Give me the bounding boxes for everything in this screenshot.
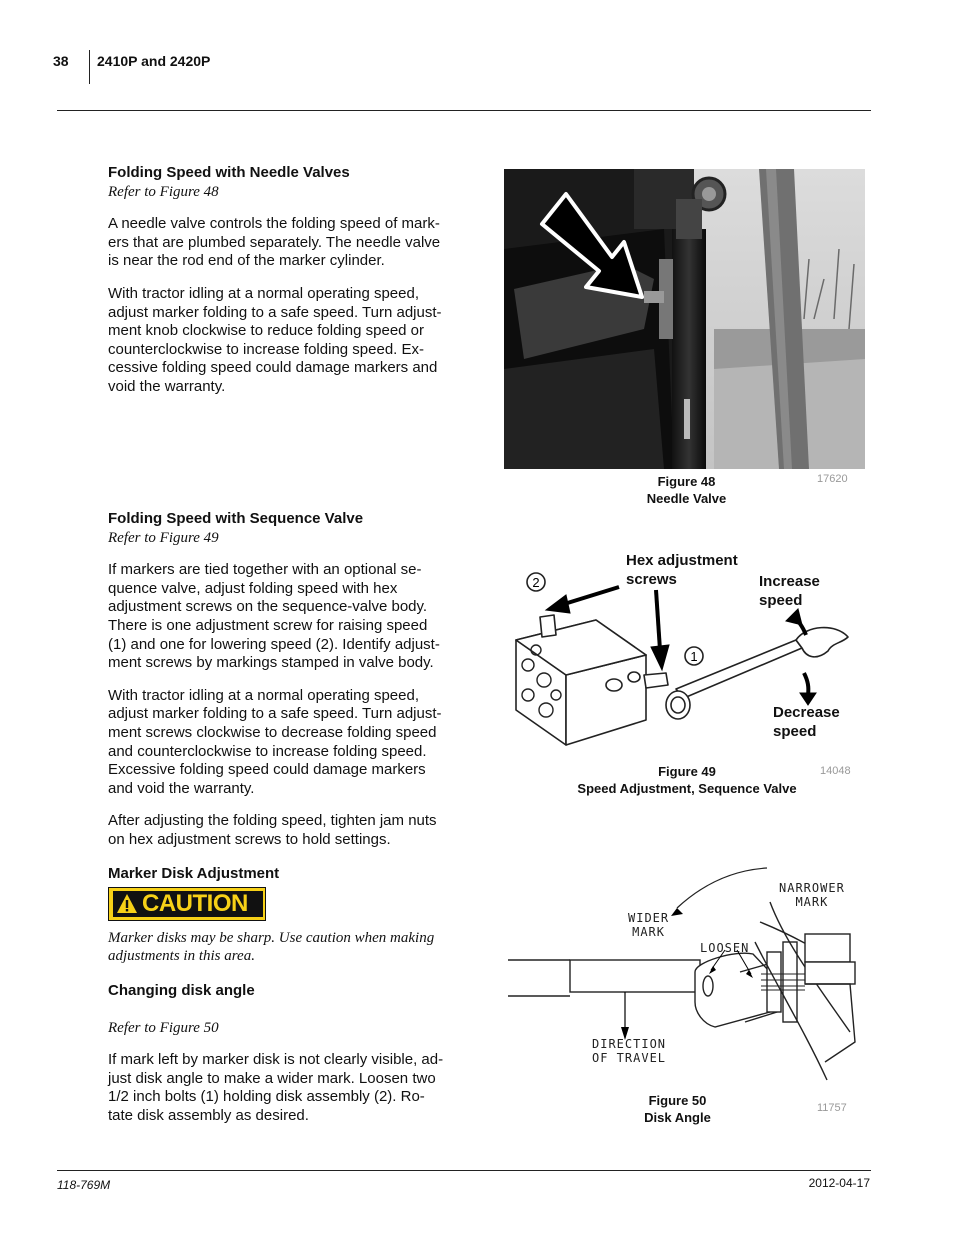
figure-number: Figure 49 xyxy=(658,764,716,779)
warning-triangle-icon xyxy=(116,893,138,915)
document-number: 118-769M xyxy=(57,1178,111,1192)
loosen-label: LOOSEN xyxy=(700,941,750,955)
paragraph: A needle valve controls the folding speed of mark-ers that are plumbed separately. The needle valve is near the rod end of the marker cylinder. xyxy=(108,215,441,270)
label-line: Decrease xyxy=(773,704,840,721)
figure-title: Needle Valve xyxy=(646,491,727,506)
figure-48-caption xyxy=(604,473,769,507)
label-line: OF TRAVEL xyxy=(592,1051,667,1065)
narrower-mark-label xyxy=(779,881,845,909)
document-date: 2012-04-17 xyxy=(808,1176,870,1190)
paragraph: After adjusting the folding speed, tighten jam nuts on hex adjustment screws to hold settings. xyxy=(108,812,437,848)
label-line: speed xyxy=(759,592,803,609)
section-heading: Folding Speed with Needle Valves xyxy=(108,164,350,181)
needle-valve-photo xyxy=(504,169,865,469)
section-marker-disk-heading xyxy=(108,865,448,884)
label-line: screws xyxy=(626,571,677,588)
figure-reference: Refer to Figure 50 xyxy=(108,1019,219,1036)
figure-reference: Refer to Figure 49 xyxy=(108,529,219,546)
increase-speed-label xyxy=(759,572,820,610)
figure-id: 14048 xyxy=(820,765,851,777)
label-line: DIRECTION xyxy=(592,1037,667,1051)
figure-reference: Refer to Figure 48 xyxy=(108,183,219,200)
paragraph: If mark left by marker disk is not clearly visible, ad-just disk angle to make a wider mark. Loosen two 1/2 inch bolts (1) holding disk assembly (2). Ro-tate disk assembly as desired. xyxy=(108,1051,444,1124)
figure-number: Figure 48 xyxy=(657,474,716,489)
header-divider xyxy=(89,50,90,84)
caution-word: CAUTION xyxy=(142,890,248,917)
paragraph: With tractor idling at a normal operating speed, adjust marker folding to a safe speed. Turn adjust-ment screws clockwise to decrease folding speed and counterclockwise to increase folding speed. Excessive folding speed could damage markers and void the warranty. xyxy=(108,686,442,797)
label-line: NARROWER xyxy=(779,881,845,895)
decrease-speed-label xyxy=(773,703,840,741)
paragraph: With tractor idling at a normal operating speed, adjust marker folding to a safe speed. Turn adjust-ment knob clockwise to reduce folding speed or counterclockwise to increase folding speed. Ex-cessive folding speed could damage markers and void the warranty. xyxy=(108,284,442,395)
footer-rule xyxy=(57,1170,871,1171)
figure-49-caption xyxy=(556,763,818,797)
label-line: MARK xyxy=(795,895,829,909)
paragraph: If markers are tied together with an optional se-quence valve, adjust folding speed with hex adjustment screws on the sequence-valve body. There is one adjustment screw for raising speed (1) and one for lowering speed (2). Identify adjust-ment screws by markings stamped in valve body. xyxy=(108,561,440,672)
figure-title: Disk Angle xyxy=(644,1110,711,1125)
callout-2: 2 xyxy=(532,575,540,590)
figure-id: 17620 xyxy=(817,473,848,485)
hex-screws-label xyxy=(626,551,738,589)
label-line: speed xyxy=(773,723,817,740)
label-line: Increase xyxy=(759,573,820,590)
page-number: 38 xyxy=(53,53,69,69)
section-heading: Folding Speed with Sequence Valve xyxy=(108,510,364,527)
label-line: MARK xyxy=(632,925,666,939)
caution-text: Marker disks may be sharp. Use caution when making adjustments in this area. xyxy=(108,930,435,964)
label-line: Hex adjustment xyxy=(626,552,738,569)
figure-50-caption xyxy=(620,1092,735,1126)
caution-text-block xyxy=(108,929,448,965)
figure-title: Speed Adjustment, Sequence Valve xyxy=(577,781,797,796)
figure-number: Figure 50 xyxy=(648,1093,707,1108)
label-line: WIDER xyxy=(628,911,670,925)
section-heading: Marker Disk Adjustment xyxy=(108,865,280,882)
header-rule xyxy=(57,110,871,111)
subsection-heading: Changing disk angle xyxy=(108,982,255,999)
section-changing-disk-angle xyxy=(108,982,448,1126)
section-sequence-valve xyxy=(108,510,448,850)
caution-label xyxy=(108,887,266,921)
figure-id: 11757 xyxy=(817,1102,847,1114)
section-needle-valves xyxy=(108,164,448,397)
wider-mark-label xyxy=(628,911,669,939)
direction-of-travel-label xyxy=(592,1037,666,1065)
page-title: 2410P and 2420P xyxy=(97,53,211,69)
callout-1: 1 xyxy=(690,649,698,664)
